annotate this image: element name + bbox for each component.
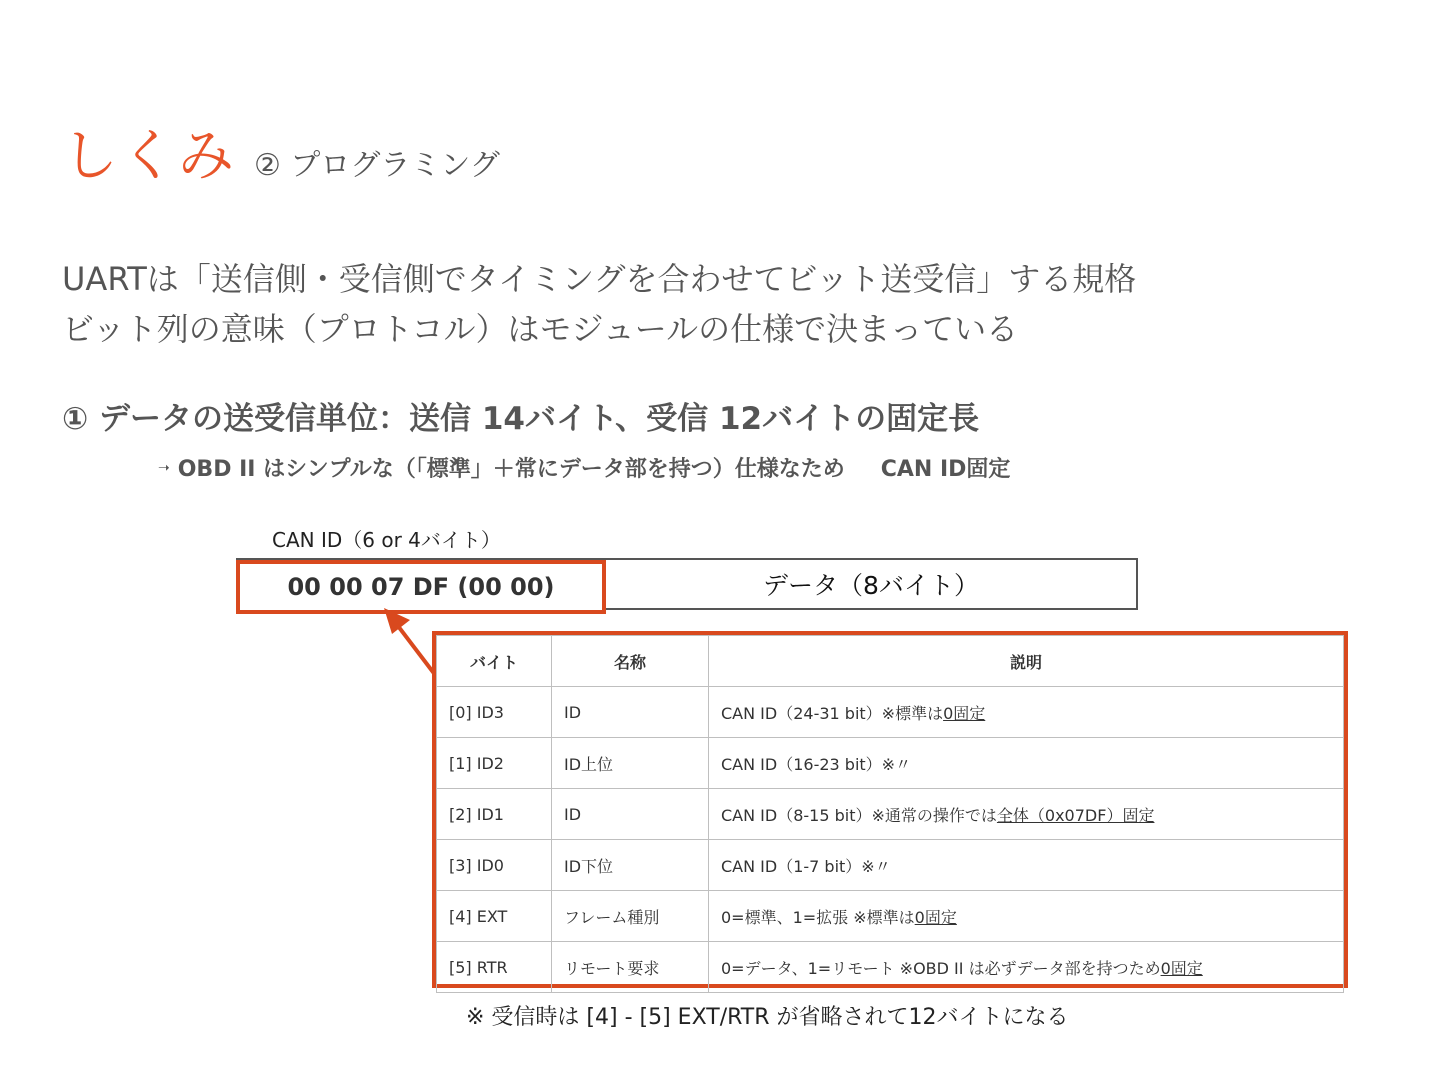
header-name: 名称 [552, 636, 709, 687]
arrow-right-icon: ➝ [158, 459, 170, 476]
cell-description: 0=標準、1=拡張 ※標準は0固定 [709, 891, 1344, 942]
intro-line-2: ビット列の意味（プロトコル）はモジュールの仕様で決まっている [62, 310, 1019, 348]
cell-byte: [5] RTR [437, 942, 552, 993]
table-row [437, 687, 1344, 738]
footnote: ※ 受信時は [4] - [5] EXT/RTR が省略されて12バイトになる [466, 1005, 1069, 1030]
can-id-table [432, 631, 1348, 988]
intro-line-1: UARTは「送信側・受信側でタイミングを合わせてビット送受信」する規格 [62, 260, 1137, 298]
table-row [437, 840, 1344, 891]
table-row [437, 789, 1344, 840]
header-description: 説明 [709, 636, 1344, 687]
cell-description: CAN ID（24-31 bit）※標準は0固定 [709, 687, 1344, 738]
cell-name: ID下位 [552, 840, 709, 891]
intro-paragraph [62, 254, 1136, 354]
title-subtitle: ② プログラミング [254, 148, 500, 183]
header-byte: バイト [437, 636, 552, 687]
cell-byte: [2] ID1 [437, 789, 552, 840]
can-id-label: CAN ID（6 or 4バイト） [272, 528, 501, 552]
table-row [437, 891, 1344, 942]
table-row [437, 738, 1344, 789]
table-header-row [437, 636, 1344, 687]
cell-description: CAN ID（16-23 bit）※〃 [709, 738, 1344, 789]
slide-title [62, 112, 500, 192]
cell-description: CAN ID（8-15 bit）※通常の操作では全体（0x07DF）固定 [709, 789, 1344, 840]
cell-name: ID上位 [552, 738, 709, 789]
cell-byte: [3] ID0 [437, 840, 552, 891]
title-main: しくみ [62, 124, 236, 189]
section-heading: ① データの送受信単位：送信 14バイト、受信 12バイトの固定長 [62, 401, 980, 437]
cell-byte: [1] ID2 [437, 738, 552, 789]
cell-description: 0=データ、1=リモート ※OBD II は必ずデータ部を持つため0固定 [709, 942, 1344, 993]
cell-byte: [0] ID3 [437, 687, 552, 738]
table-row [437, 942, 1344, 993]
frame-data-cell: データ（8バイト） [763, 571, 979, 600]
cell-name: フレーム種別 [552, 891, 709, 942]
note-text: OBD II はシンプルな（「標準」＋常にデータ部を持つ）仕様なため [177, 457, 845, 482]
cell-byte: [4] EXT [437, 891, 552, 942]
cell-name: リモート要求 [552, 942, 709, 993]
cell-description: CAN ID（1-7 bit）※〃 [709, 840, 1344, 891]
note-line [158, 452, 1010, 483]
note-tail: CAN ID固定 [880, 457, 1011, 482]
cell-name: ID [552, 687, 709, 738]
cell-name: ID [552, 789, 709, 840]
frame-can-id-cell: 00 00 07 DF (00 00) [236, 560, 606, 614]
